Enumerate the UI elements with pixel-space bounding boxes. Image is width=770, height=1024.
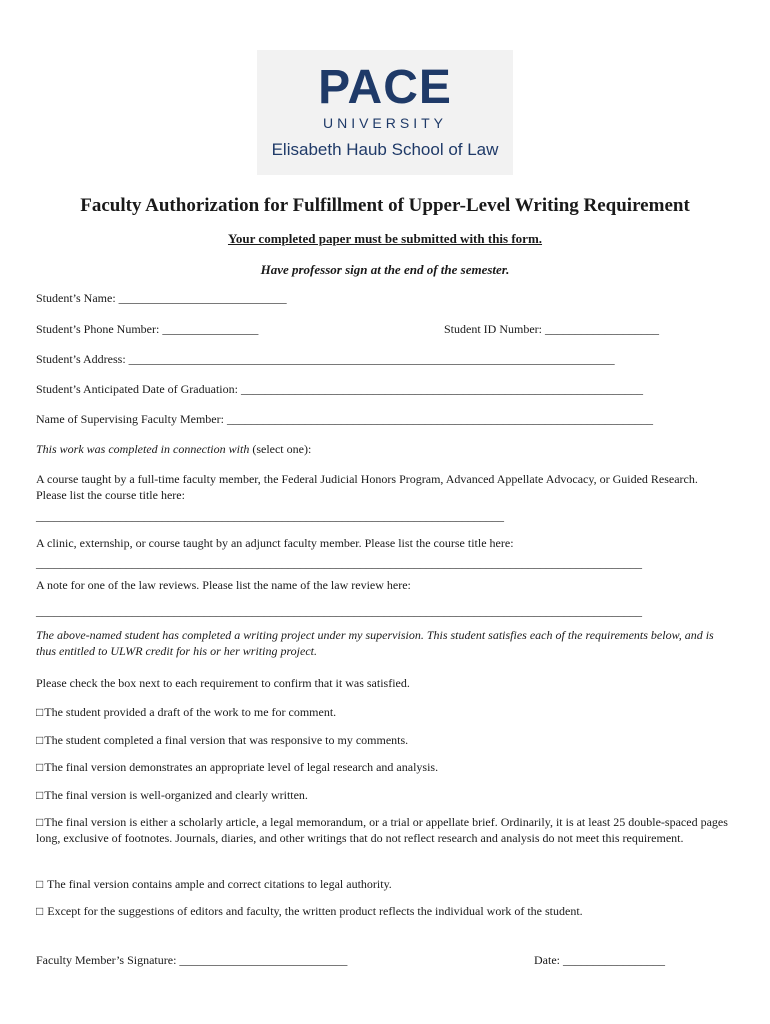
checkbox-icon[interactable]: □: [36, 788, 44, 802]
requirement-item: [36, 732, 736, 748]
requirement-item: [36, 787, 736, 803]
student-phone-field[interactable]: Student’s Phone Number: ________________: [36, 322, 259, 336]
requirement-text: The student completed a final version that was responsive to my comments.: [44, 733, 409, 747]
graduation-date-field[interactable]: Student’s Anticipated Date of Graduation: ___________________________________________________________________: [36, 382, 643, 396]
supervising-faculty-field[interactable]: Name of Supervising Faculty Member: _______________________________________________________________________: [36, 412, 653, 426]
requirement-text: The final version contains ample and correct citations to legal authority.: [44, 877, 392, 891]
checkbox-icon[interactable]: □: [36, 904, 44, 918]
checkbox-icon[interactable]: □: [36, 815, 44, 829]
requirement-text: The final version demonstrates an appropriate level of legal research and analysis.: [44, 760, 439, 774]
checkbox-icon[interactable]: □: [36, 705, 44, 719]
student-address-field[interactable]: Student’s Address: _________________________________________________________________________________: [36, 352, 615, 366]
checkbox-icon[interactable]: □: [36, 877, 44, 891]
requirement-item: [36, 814, 736, 846]
requirement-item: [36, 876, 736, 892]
signature-notice: Have professor sign at the end of the semester.: [260, 262, 510, 277]
requirement-text: Except for the suggestions of editors and faculty, the written product reflects the individual work of the student.: [44, 904, 583, 918]
requirement-item: [36, 759, 736, 775]
check-instruction: Please check the box next to each requirement to confirm that it was satisfied.: [36, 676, 410, 690]
completion-prompt: [36, 441, 736, 457]
date-field[interactable]: Date: _________________: [534, 953, 665, 967]
student-id-field[interactable]: Student ID Number: ___________________: [444, 322, 659, 336]
checkbox-icon[interactable]: □: [36, 760, 44, 774]
supervision-statement: The above-named student has completed a writing project under my supervision. This student satisfies each of the requirements below, and is thus entitled to ULWR credit for his or her writing project.: [36, 628, 714, 658]
option-law-review-line[interactable]: _____________________________________________________________________________________________________: [36, 604, 642, 618]
completion-prompt-rest: (select one):: [249, 442, 312, 456]
option-clinic-line[interactable]: _____________________________________________________________________________________________________: [36, 556, 642, 570]
requirement-text: The final version is well-organized and clearly written.: [44, 788, 308, 802]
page-title: Faculty Authorization for Fulfillment of Upper-Level Writing Requirement: [80, 195, 690, 216]
option-course: A course taught by a full-time faculty member, the Federal Judicial Honors Program, Advanced Appellate Advocacy, or Guided Research. Please list the course title here:: [36, 472, 698, 502]
option-course-line[interactable]: ______________________________________________________________________________: [36, 509, 504, 523]
requirement-text: The student provided a draft of the work to me for comment.: [44, 705, 337, 719]
pace-law-logo: [257, 50, 513, 175]
completion-prompt-italic: This work was completed in connection with: [36, 442, 250, 456]
requirement-item: [36, 903, 736, 919]
option-law-review: A note for one of the law reviews. Please list the name of the law review here:: [36, 578, 411, 592]
logo-wordmark: PACE: [318, 61, 452, 114]
student-name-field[interactable]: Student’s Name: ____________________________: [36, 291, 287, 305]
faculty-signature-field[interactable]: Faculty Member’s Signature: ____________________________: [36, 953, 348, 967]
option-clinic: A clinic, externship, or course taught by an adjunct faculty member. Please list the course title here:: [36, 536, 514, 550]
logo-school-name: Elisabeth Haub School of Law: [271, 140, 499, 159]
submission-notice: Your completed paper must be submitted with this form.: [227, 231, 543, 246]
logo-university: UNIVERSITY: [322, 115, 447, 131]
checkbox-icon[interactable]: □: [36, 733, 44, 747]
requirement-item: [36, 704, 736, 720]
requirement-text: The final version is either a scholarly article, a legal memorandum, or a trial or appellate brief. Ordinarily, it is at least 25 double-spaced pages long, exclusive of footnotes. Journals, diaries, and other writings that do not reflect research and analysis do not meet this requirement.: [36, 815, 728, 845]
